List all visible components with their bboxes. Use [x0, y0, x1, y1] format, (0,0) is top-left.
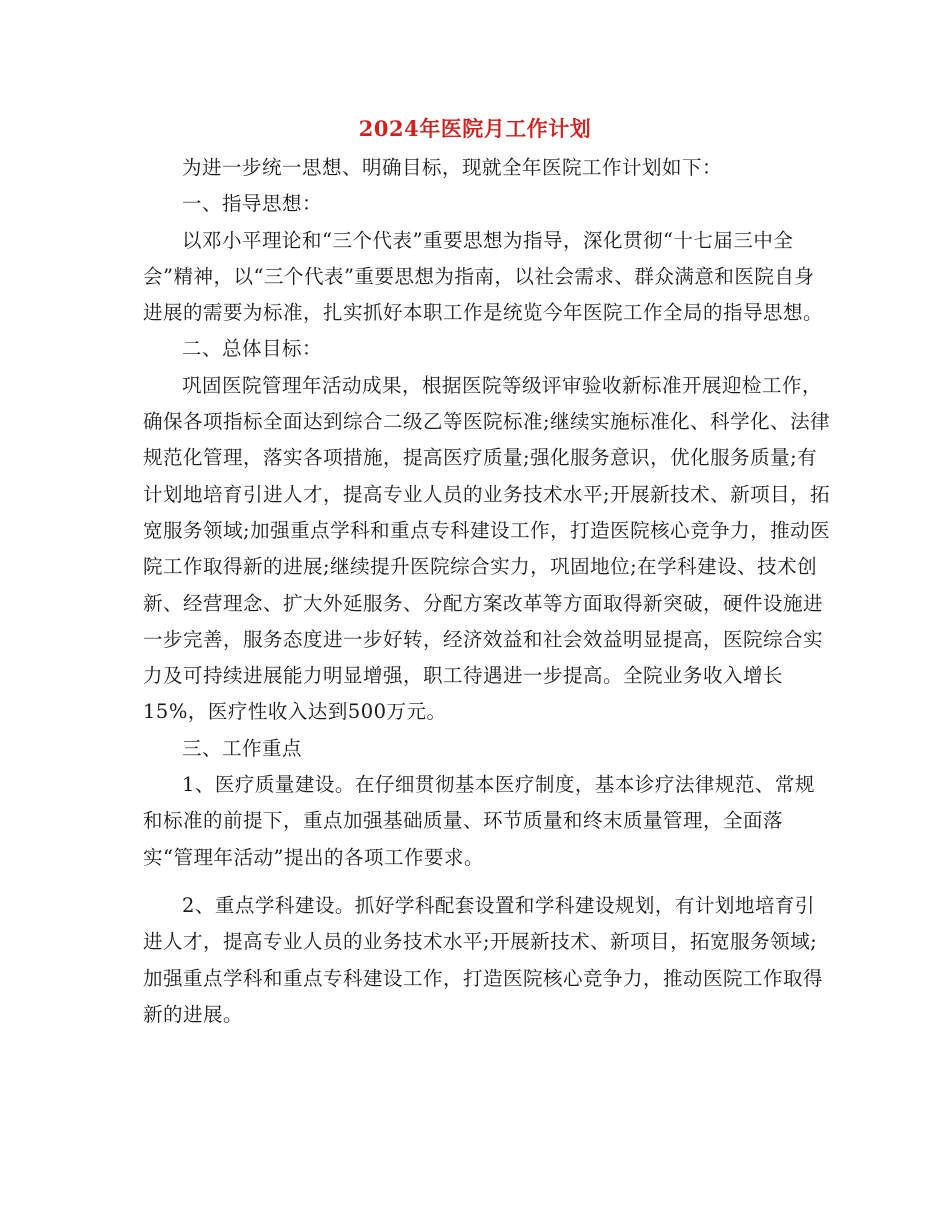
heading-guiding-thought: 一、指导思想：: [182, 192, 323, 216]
paragraph-intro: 为进一步统一思想、明确目标，现就全年医院工作计划如下：: [182, 156, 723, 179]
document-title: 2024年医院月工作计划: [358, 116, 592, 141]
paragraph-medical-quality: 1、医疗质量建设。在仔细贯彻基本医疗制度，基本诊疗法律规范、常规和标准的前提下，重点加强基础质量、环节质量和终末质量管理，全面落实“管理年活动”提出的各项工作要求。: [143, 773, 815, 869]
heading-work-focus: 三、工作重点: [182, 736, 303, 760]
paragraph-overall-goal: 巩固医院管理年活动成果，根据医院等级评审验收新标准开展迎检工作，确保各项指标全面达到综合二级乙等医院标准;继续实施标准化、科学化、法律规范化管理，落实各项措施，提高医疗质量;强化服务意识，优化服务质量;有计划地培育引进人才，提高专业人员的业务技术水平;开展新技术、新项目，拓宽服务领域;加强重点学科和重点专科建设工作，打造医院核心竞争力，推动医院工作取得新的进展;继续提升医院综合实力，巩固地位;在学科建设、技术创新、经营理念、扩大外延服务、分配方案改革等方面取得新突破，硬件设施进一步完善，服务态度进一步好转，经济效益和社会效益明显提高，医院综合实力及可持续进展能力明显增强，职工待遇进一步提高。全院业务收入增长15%，医疗性收入达到500万元。: [143, 373, 831, 724]
paragraph-key-disciplines: 2、重点学科建设。抓好学科配套设置和学科建设规划，有计划地培育引进人才，提高专业人员的业务技术水平;开展新技术、新项目，拓宽服务领域;加强重点学科和重点专科建设工作，打造医院核心竞争力，推动医院工作取得新的进展。: [143, 893, 824, 1026]
heading-overall-goal: 二、总体目标：: [182, 337, 323, 361]
document-body: [143, 150, 833, 1033]
paragraph-guiding-thought: 以邓小平理论和“三个代表”重要思想为指导，深化贯彻“十七届三中全会”精神，以“三个代表”重要思想为指南，以社会需求、群众满意和医院自身进展的需要为标准，扎实抓好本职工作是统览今年医院工作全局的指导思想。: [143, 228, 824, 325]
